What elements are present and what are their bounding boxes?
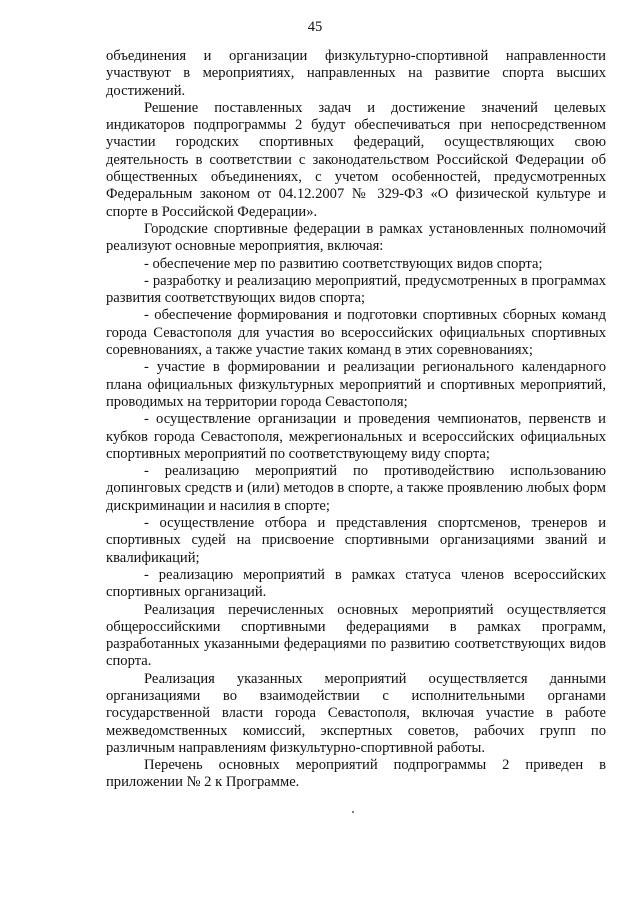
list-item: - разработку и реализацию мероприятий, предусмотренных в программах развития соответствующих видов спорта; — [106, 272, 606, 307]
scan-speck — [352, 811, 354, 813]
list-item: - реализацию мероприятий по противодействию использованию допинговых средств и (или) методов в спорте, а также проявлению любых форм дискриминации и насилия в спорте; — [106, 463, 606, 514]
document-body — [106, 48, 606, 792]
paragraph-appendix-reference: Перечень основных мероприятий подпрограммы 2 приведен в приложении № 2 к Программе. — [106, 757, 606, 791]
page-number: 45 — [307, 19, 323, 35]
list-item: - осуществление отбора и представления спортсменов, тренеров и спортивных судей на присвоение спортивными организациями званий и квалификаций; — [106, 515, 606, 566]
list-item: - участие в формировании и реализации регионального календарного плана официальных физкультурных мероприятий и спортивных мероприятий, проводимых на территории города Севастополя; — [106, 359, 606, 410]
paragraph-continuation: объединения и организации физкультурно-спортивной направленности участвуют в мероприятиях, направленных на развитие спорта высших достижений. — [106, 48, 606, 99]
list-item: - реализацию мероприятий в рамках статуса членов всероссийских спортивных организаций. — [106, 566, 606, 601]
paragraph-federations-intro: Городские спортивные федерации в рамках установленных полномочий реализуют основные мероприятия, включая: — [106, 220, 606, 255]
paragraph-interaction: Реализация указанных мероприятий осуществляется данными организациями во взаимодействии с исполнительными органами государственной власти города Севастополя, включая участие в работе межведомственных комиссий, экспертных советов, рабочих групп по различным направлениям физкультурно-спортивной работы. — [106, 670, 606, 756]
paragraph-tasks: Решение поставленных задач и достижение значений целевых индикаторов подпрограммы 2 будут обеспечиваться при непосредственном участии городских спортивных федераций, осуществляющих свою деятельность в соответствии с законодательством Российской Федерации об общественных объединениях, с учетом особенностей, предусмотренных Федеральным законом от 04.12.2007 № 329-ФЗ «О физической культуре и спорте в Российской Федерации». — [106, 99, 606, 220]
list-item: - обеспечение формирования и подготовки спортивных сборных команд города Севастополя для участия во всероссийских официальных спортивных соревнованиях, а также участие таких команд в этих соревнованиях; — [106, 307, 606, 359]
list-item: - осуществление организации и проведения чемпионатов, первенств и кубков города Севастополя, межрегиональных и всероссийских официальных спортивных мероприятий по соответствующему виду спорта; — [106, 411, 606, 462]
paragraph-implementation: Реализация перечисленных основных мероприятий осуществляется общероссийскими спортивными федерациями в рамках программ, разработанных указанными федерациями по развитию соответствующих видов спорта. — [106, 601, 606, 670]
list-item: - обеспечение мер по развитию соответствующих видов спорта; — [144, 255, 543, 272]
